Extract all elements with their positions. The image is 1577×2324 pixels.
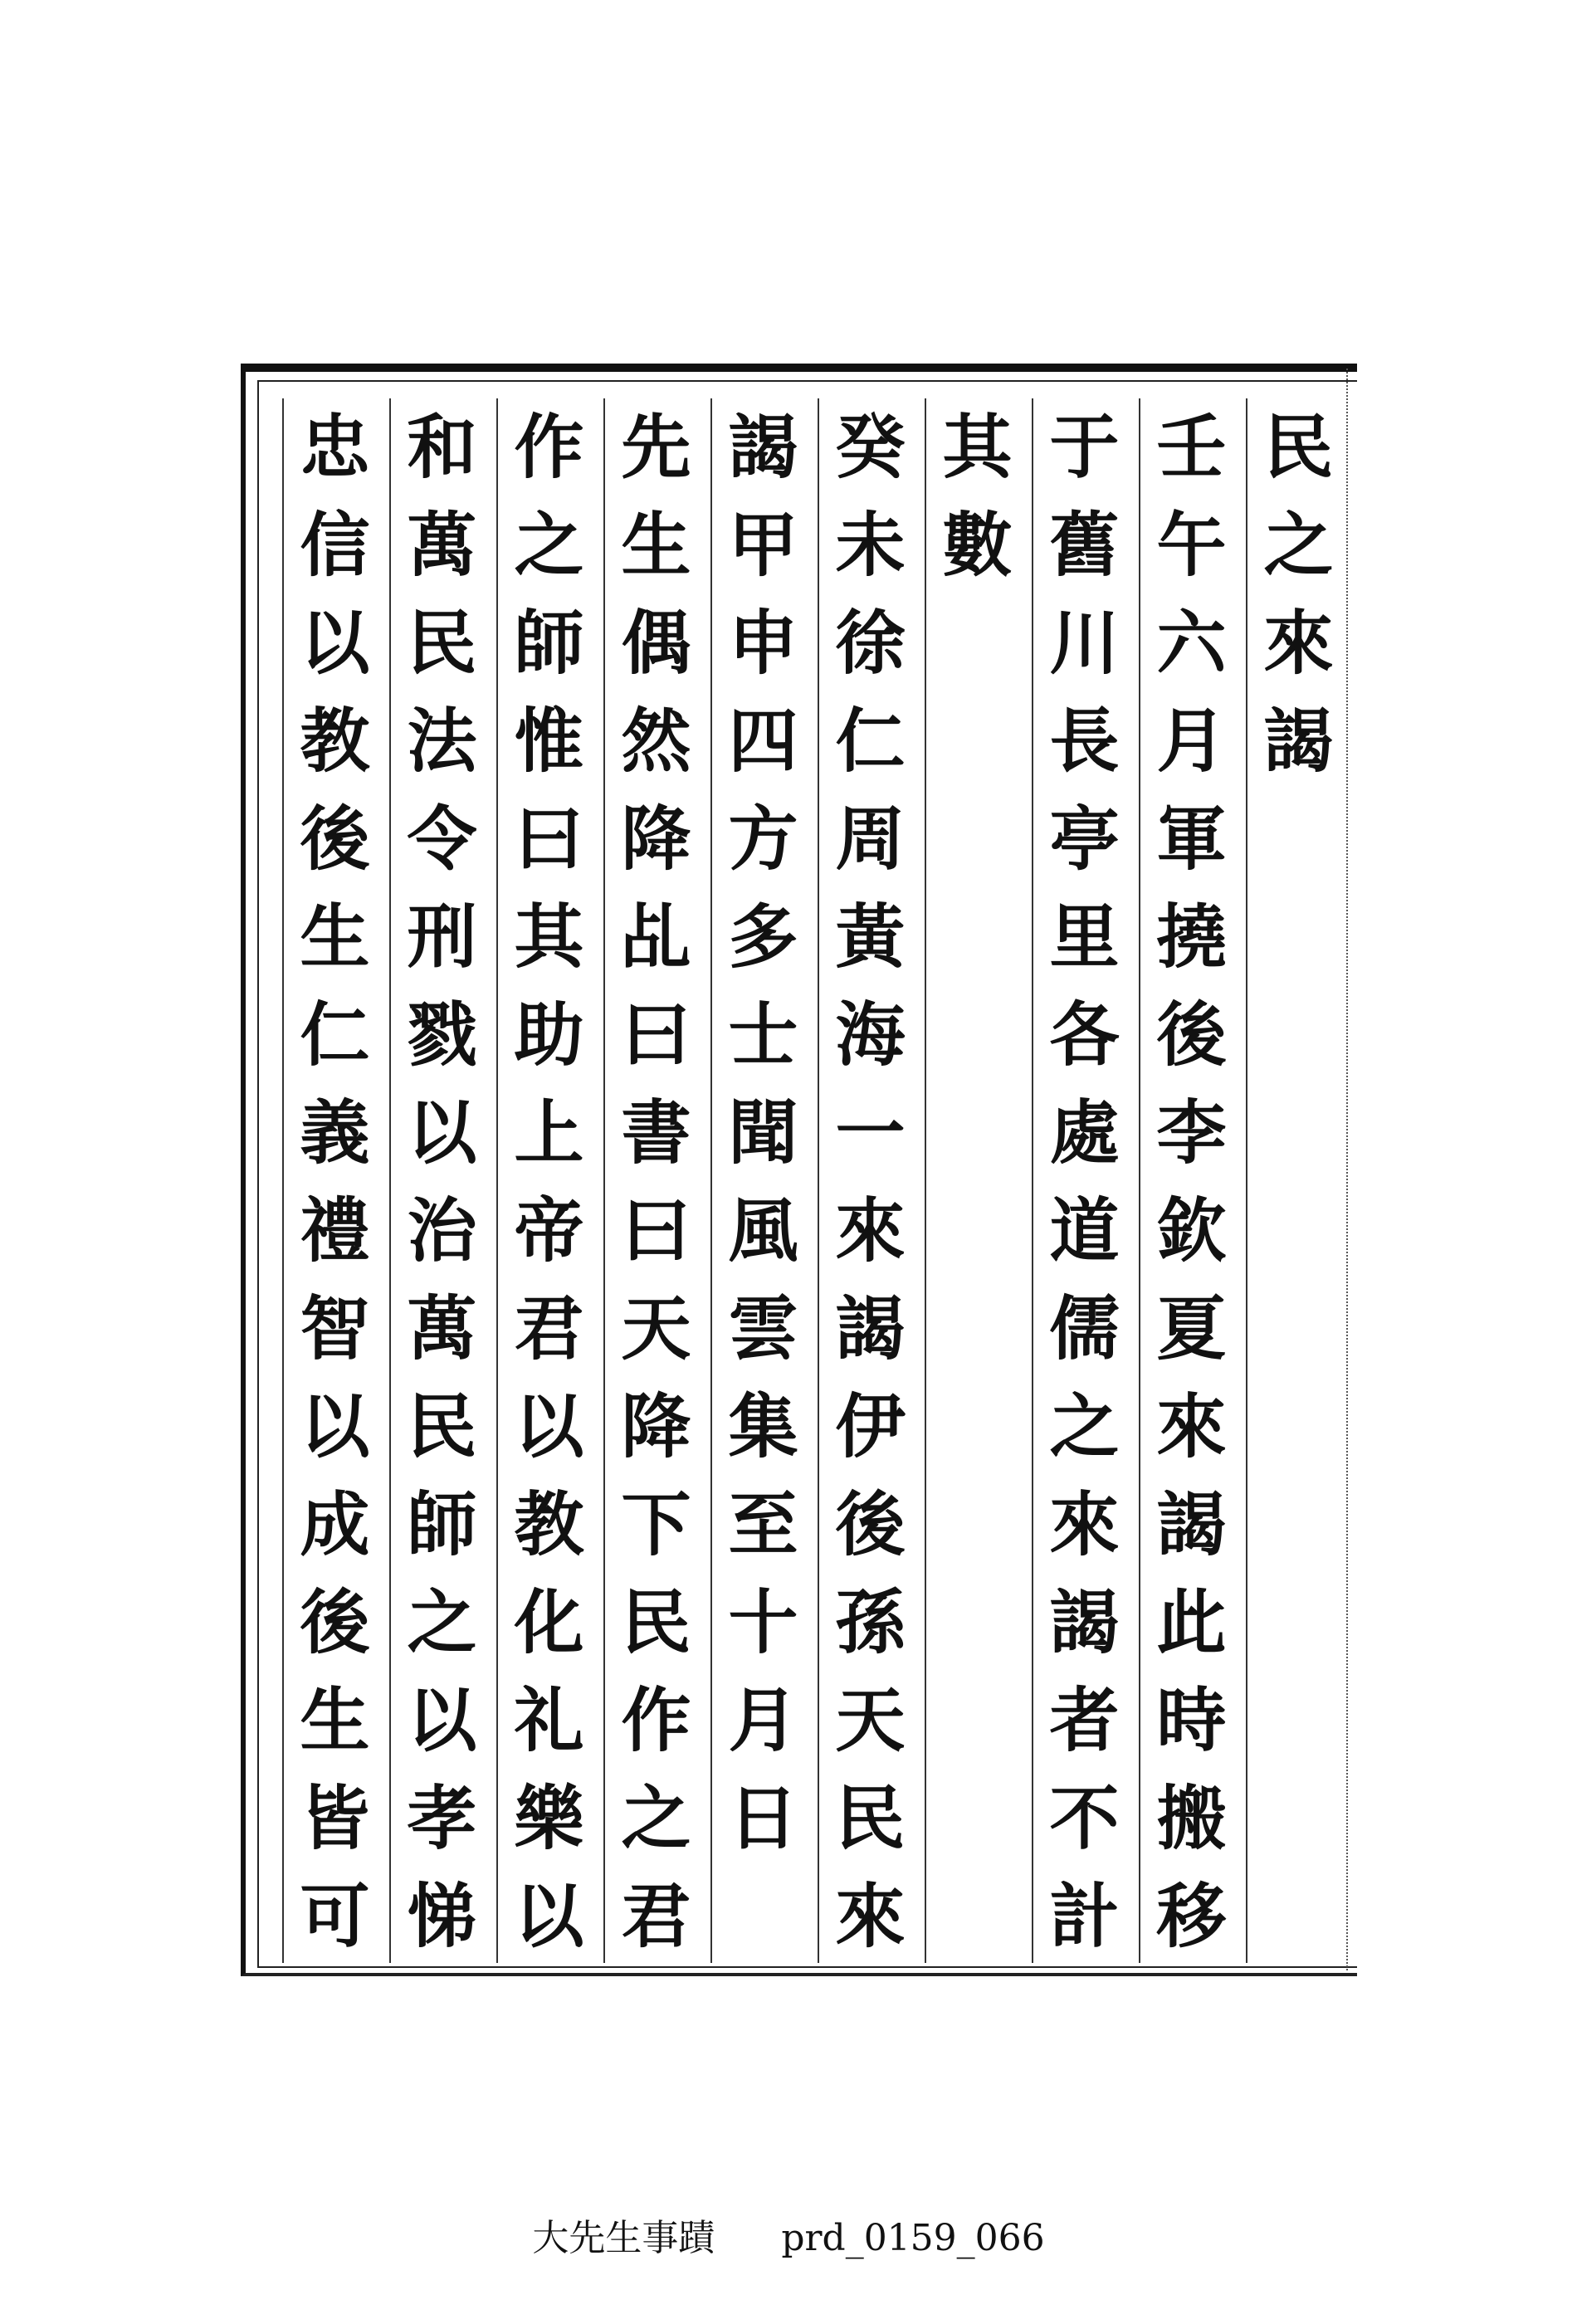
character: 多 [728,896,798,978]
character: 皆 [300,1777,370,1859]
character: 其 [514,896,584,978]
character: 謁 [1156,1483,1227,1565]
character: 四 [728,700,798,782]
character: 以 [300,602,370,684]
text-frame [241,364,1357,1976]
character: 成 [300,1483,370,1565]
character: 于 [1049,406,1120,488]
page-footer [0,2208,1577,2261]
character: 來 [835,1875,906,1957]
text-column [1139,398,1243,1963]
character: 仁 [835,700,906,782]
text-column-content [498,398,600,1965]
character: 儒 [1049,1287,1120,1370]
character: 法 [407,700,477,782]
character: 君 [514,1287,584,1370]
character: 義 [300,1091,370,1174]
character: 月 [728,1679,798,1761]
character: 後 [1156,994,1227,1076]
character: 天 [835,1679,906,1761]
character: 師 [514,602,584,684]
character: 集 [728,1385,798,1467]
character: 之 [514,504,584,586]
character: 撓 [1156,896,1227,978]
text-column [925,398,1028,1963]
character: 至 [728,1483,798,1565]
character: 助 [514,994,584,1076]
character: 軍 [1156,798,1227,880]
character: 川 [1049,602,1120,684]
character: 士 [728,994,798,1076]
character: 民 [407,1385,477,1467]
character: 萬 [407,504,477,586]
character: 萬 [407,1287,477,1370]
character: 之 [1049,1385,1120,1467]
character: 數 [942,504,1013,586]
character: 來 [1049,1483,1120,1565]
character: 欽 [1156,1189,1227,1272]
character: 搬 [1156,1777,1227,1859]
character: 雲 [728,1287,798,1370]
character: 風 [728,1189,798,1272]
text-column-content [819,398,921,1965]
character: 謁 [835,1287,906,1370]
character: 謁 [1263,700,1334,782]
footer-code: prd_0159_066 [781,2217,1045,2259]
text-column-content [712,398,814,1868]
character: 然 [621,700,691,782]
character: 以 [514,1385,584,1467]
character: 李 [1156,1091,1227,1174]
character: 來 [835,1189,906,1272]
character: 十 [728,1581,798,1663]
character: 可 [300,1875,370,1957]
character: 偶 [621,602,691,684]
text-column [818,398,921,1963]
character: 來 [1263,602,1334,684]
character: 戮 [407,994,477,1076]
character: 舊 [1049,504,1120,586]
character: 黃 [835,896,906,978]
character: 民 [835,1777,906,1859]
character: 以 [514,1875,584,1957]
text-column-content [284,398,386,1965]
character: 長 [1049,700,1120,782]
character: 申 [728,602,798,684]
character: 來 [1156,1385,1227,1467]
character: 生 [300,896,370,978]
text-column-content [1140,398,1243,1965]
character: 之 [407,1581,477,1663]
character: 生 [621,504,691,586]
character: 不 [1049,1777,1120,1859]
character: 孝 [407,1777,477,1859]
character: 未 [835,504,906,586]
character: 壬 [1156,406,1227,488]
text-column [603,398,707,1963]
character: 徐 [835,602,906,684]
character: 其 [942,406,1013,488]
character: 樂 [514,1777,584,1859]
text-column [496,398,600,1963]
character: 一 [835,1091,906,1174]
character: 作 [621,1679,691,1761]
character: 生 [300,1679,370,1761]
character: 道 [1049,1189,1120,1272]
text-column-content [1247,398,1350,790]
character: 先 [621,406,691,488]
character: 癸 [835,406,906,488]
character: 後 [835,1483,906,1565]
text-column [282,398,386,1963]
character: 各 [1049,994,1120,1076]
character: 移 [1156,1875,1227,1957]
text-column-content [1033,398,1135,1965]
text-column-content [605,398,707,1965]
character: 天 [621,1287,691,1370]
character: 之 [1263,504,1334,586]
text-column-content [926,398,1028,594]
text-column [389,398,493,1963]
character: 里 [1049,896,1120,978]
character: 降 [621,798,691,880]
text-column [1246,398,1350,1963]
character: 之 [621,1777,691,1859]
character: 後 [300,798,370,880]
character: 仁 [300,994,370,1076]
character: 以 [407,1679,477,1761]
character: 曰 [621,1189,691,1272]
character: 時 [1156,1679,1227,1761]
character: 令 [407,798,477,880]
character: 忠 [300,406,370,488]
character: 海 [835,994,906,1076]
character: 謁 [1049,1581,1120,1663]
character: 處 [1049,1091,1120,1174]
character: 刑 [407,896,477,978]
character: 降 [621,1385,691,1467]
character: 治 [407,1189,477,1272]
character: 日 [728,1777,798,1859]
character: 惟 [514,700,584,782]
character: 禮 [300,1189,370,1272]
character: 周 [835,798,906,880]
character: 謁 [728,406,798,488]
character: 亭 [1049,798,1120,880]
character: 書 [621,1091,691,1174]
text-column [710,398,814,1963]
character: 乩 [621,896,691,978]
character: 曰 [514,798,584,880]
text-column-content [391,398,493,1965]
character: 曰 [621,994,691,1076]
character: 計 [1049,1875,1120,1957]
character: 悌 [407,1875,477,1957]
character: 以 [300,1385,370,1467]
character: 者 [1049,1679,1120,1761]
character: 民 [621,1581,691,1663]
character: 方 [728,798,798,880]
character: 民 [1263,406,1334,488]
text-column [1032,398,1135,1963]
character: 帝 [514,1189,584,1272]
character: 月 [1156,700,1227,782]
frame-right-edge [1346,369,1350,1970]
character: 君 [621,1875,691,1957]
character: 以 [407,1091,477,1174]
character: 伊 [835,1385,906,1467]
character: 六 [1156,602,1227,684]
text-frame-inner-border [257,380,1357,1968]
character: 教 [514,1483,584,1565]
character: 孫 [835,1581,906,1663]
character: 上 [514,1091,584,1174]
footer-title: 大先生事蹟 [532,2217,715,2259]
character: 信 [300,504,370,586]
character: 後 [300,1581,370,1663]
character: 下 [621,1483,691,1565]
character: 和 [407,406,477,488]
character: 夏 [1156,1287,1227,1370]
character: 此 [1156,1581,1227,1663]
character: 師 [407,1483,477,1565]
character: 作 [514,406,584,488]
character: 甲 [728,504,798,586]
character: 礼 [514,1679,584,1761]
character: 民 [407,602,477,684]
character: 智 [300,1287,370,1370]
character: 化 [514,1581,584,1663]
character: 聞 [728,1091,798,1174]
character: 午 [1156,504,1227,586]
character: 教 [300,700,370,782]
